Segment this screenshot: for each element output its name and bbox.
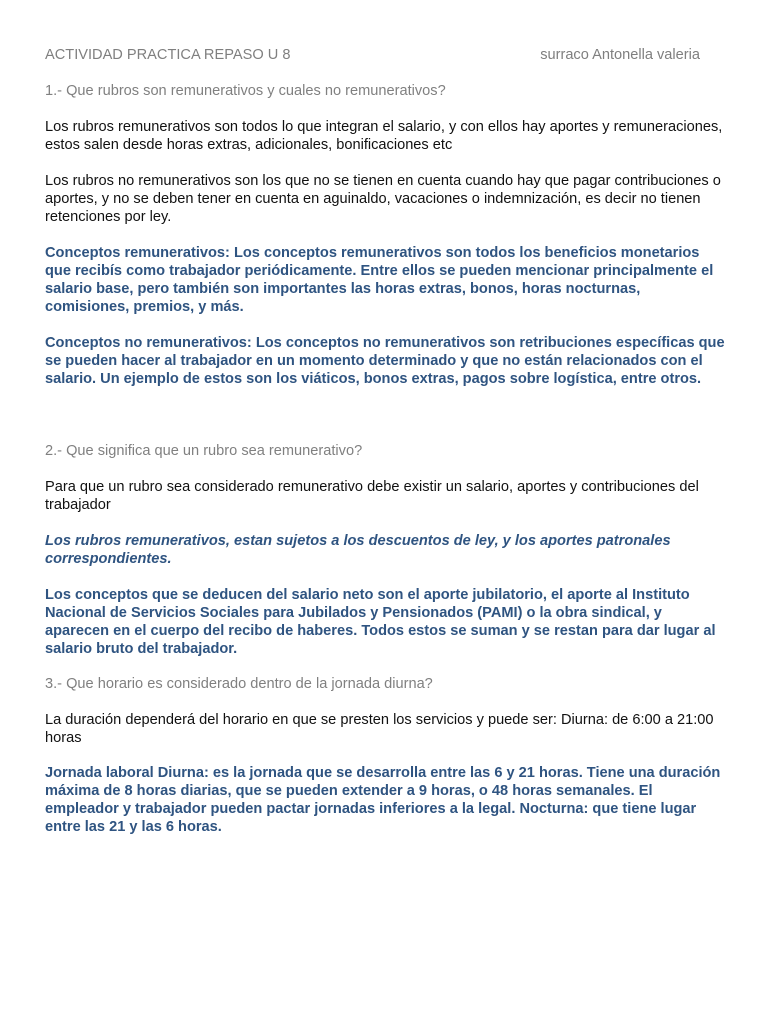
document-body xyxy=(45,82,725,836)
note-deductions-subject: Los rubros remunerativos, estan sujetos a los descuentos de ley, y los aportes patronales correspondientes. xyxy=(45,533,671,567)
note-deductions-detail: Los conceptos que se deducen del salario neto son el aporte jubilatorio, el aporte al Instituto Nacional de Servicios Sociales para Jubilados y Pensionados (PAMI) o la obra sindical, y aparecen en el cuerpo del recibo de haberes. Todos estos se suman y se restan para dar lugar al salario bruto del trabajador. xyxy=(45,587,716,657)
answer-3-paragraph: La duración dependerá del horario en que se presten los servicios y puede ser: Diurna: de 6:00 a 21:00 horas xyxy=(45,712,714,746)
document-title: ACTIVIDAD PRACTICA REPASO U 8 xyxy=(45,47,291,63)
note-remunerative-concepts: Conceptos remunerativos: Los conceptos remunerativos son todos los beneficios monetarios que recibís como trabajador periódicamente. Entre ellos se pueden mencionar principalmente el salario base, pero también son importantes las horas extras, bonos, horas nocturnas, comisiones, premios, y más. xyxy=(45,245,714,315)
answer-2-paragraph: Para que un rubro sea considerado remunerativo debe existir un salario, aportes y contribuciones del trabajador xyxy=(45,479,699,513)
answer-1-paragraph-2: Los rubros no remunerativos son los que no se tienen en cuenta cuando hay que pagar contribuciones o aportes, y no se deben tener en cuenta en aguinaldo, vacaciones o indemnización, es decir no tienen retenciones por ley. xyxy=(45,173,721,225)
answer-1-paragraph-1: Los rubros remunerativos son todos lo que integran el salario, y con ellos hay aportes y remuneraciones, estos salen desde horas extras, adicionales, bonificaciones etc xyxy=(45,119,723,153)
question-3: 3.- Que horario es considerado dentro de la jornada diurna? xyxy=(45,676,433,692)
note-daytime-workday: Jornada laboral Diurna: es la jornada que se desarrolla entre las 6 y 21 horas. Tiene una duración máxima de 8 horas diarias, que se pueden extender a 9 horas, o 48 horas semanales. El empleador y trabajador pueden pactar jornadas inferiores a la legal. Nocturna: que tiene lugar entre las 21 y las 6 horas. xyxy=(45,765,721,835)
page-header xyxy=(45,46,700,64)
question-2: 2.- Que significa que un rubro sea remunerativo? xyxy=(45,443,363,459)
question-1: 1.- Que rubros son remunerativos y cuales no remunerativos? xyxy=(45,83,446,99)
note-non-remunerative-concepts: Conceptos no remunerativos: Los conceptos no remunerativos son retribuciones específicas que se pueden hacer al trabajador en un momento determinado y que no están relacionados con el salario. Un ejemplo de estos son los viáticos, bonos extras, pagos sobre logística, entre otros. xyxy=(45,335,725,387)
author-name: surraco Antonella valeria xyxy=(540,47,700,63)
